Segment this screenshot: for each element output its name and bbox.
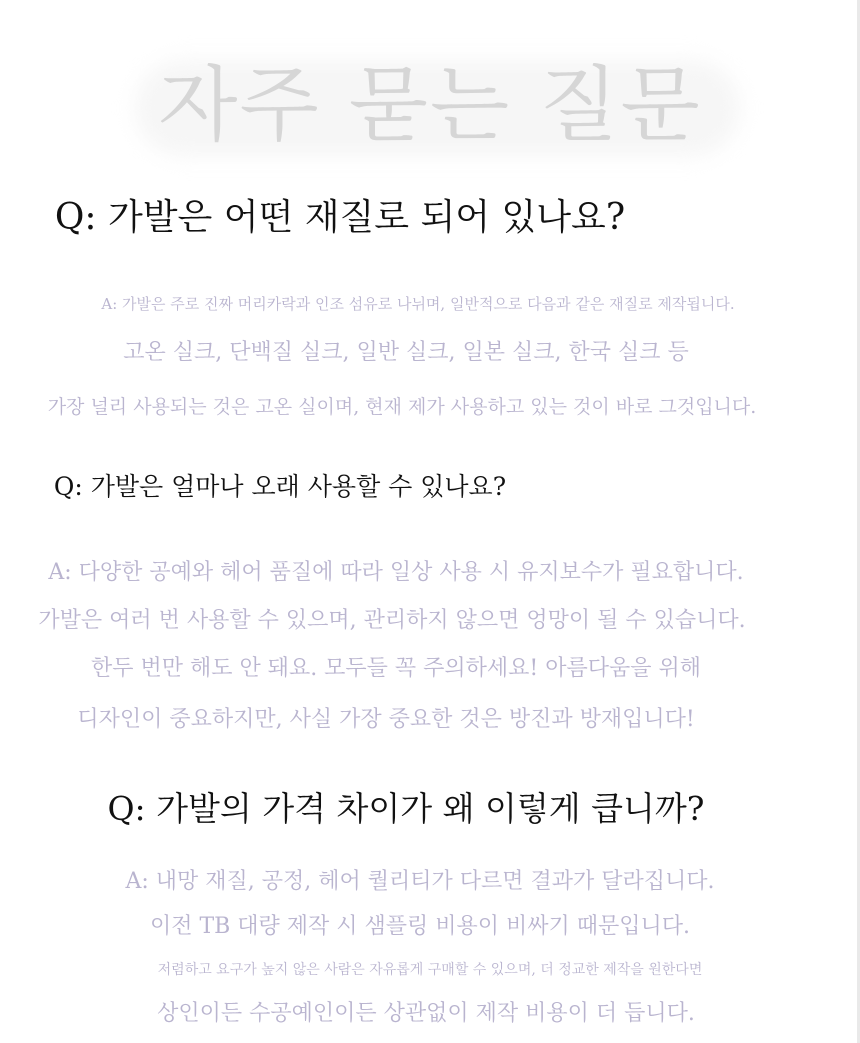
faq-answer-1-line-1: A: 가발은 주로 진짜 머리카락과 인조 섬유로 나뉘며, 일반적으로 다음과 같은 재질로 제작됩니다. [101, 295, 735, 313]
faq-answer-1-line-3: 가장 널리 사용되는 것은 고온 실이며, 현재 제가 사용하고 있는 것이 바로 그것입니다. [47, 396, 757, 418]
page-title: 자주 묻는 질문 [158, 58, 702, 153]
faq-answer-1-line-2: 고온 실크, 단백질 실크, 일반 실크, 일본 실크, 한국 실크 등 [123, 340, 689, 365]
faq-answer-3-line-3: 저렴하고 요구가 높지 않은 사람은 자유롭게 구매할 수 있으며, 더 정교한 제작을 원한다면 [157, 962, 703, 978]
faq-answer-2-line-3: 한두 번만 해도 안 돼요. 모두들 꼭 주의하세요! 아름다움을 위해 [90, 656, 702, 681]
faq-answer-2-line-2: 가발은 여러 번 사용할 수 있으며, 관리하지 않으면 엉망이 될 수 있습니다. [38, 608, 746, 633]
title-area [0, 52, 860, 162]
faq-answer-3-line-4: 상인이든 수공예인이든 상관없이 제작 비용이 더 듭니다. [157, 1001, 695, 1026]
faq-answer-3-line-1: A: 내망 재질, 공정, 헤어 퀄리티가 다르면 결과가 달라집니다. [125, 869, 715, 894]
faq-answer-2-line-1: A: 다양한 공예와 헤어 품질에 따라 일상 사용 시 유지보수가 필요합니다. [48, 560, 744, 585]
faq-question-2: Q: 가발은 얼마나 오래 사용할 수 있나요? [53, 472, 507, 501]
faq-answer-3-line-2: 이전 TB 대량 제작 시 샘플링 비용이 비싸기 때문입니다. [149, 914, 691, 939]
faq-answer-2-line-4: 디자인이 중요하지만, 사실 가장 중요한 것은 방진과 방재입니다! [77, 707, 695, 732]
faq-question-1: Q: 가발은 어떤 재질로 되어 있나요? [54, 197, 626, 238]
faq-question-3: Q: 가발의 가격 차이가 왜 이렇게 큽니까? [107, 789, 705, 828]
